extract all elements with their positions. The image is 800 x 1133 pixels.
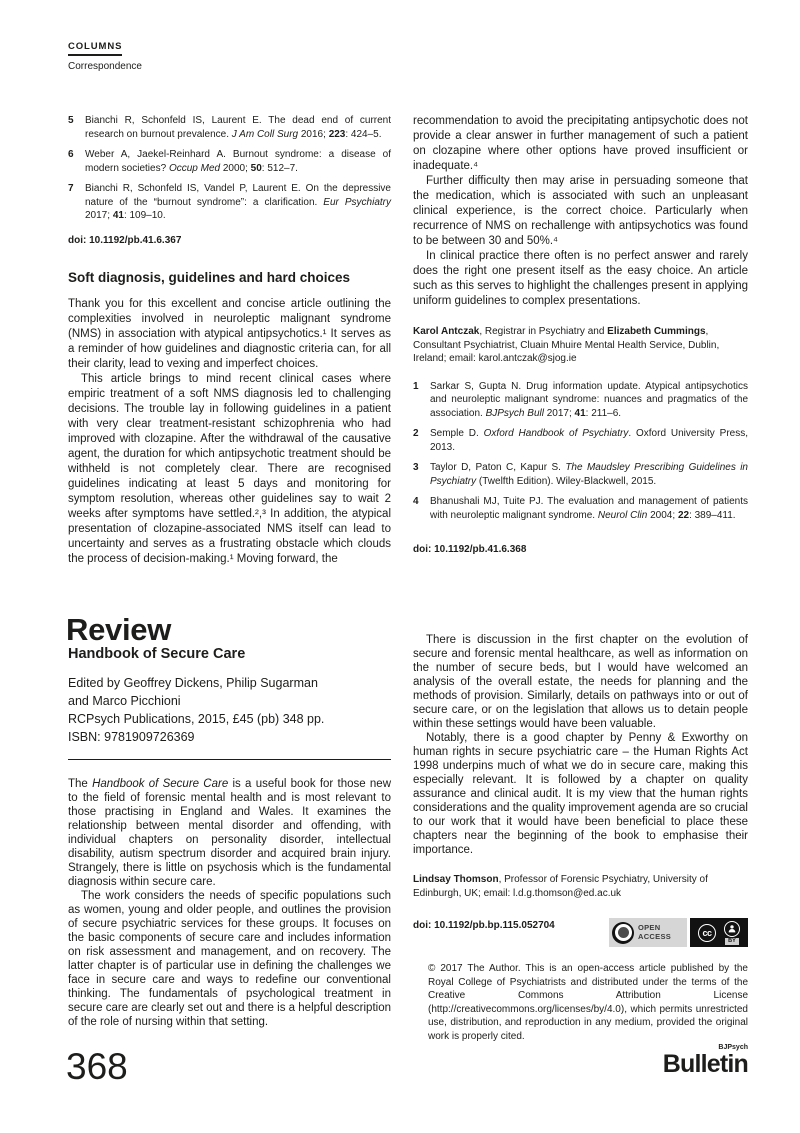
journal-logo-small: BJPsych (718, 1044, 748, 1051)
doi-label: doi: 10.1192/pb.41.6.368 (413, 544, 527, 555)
reference-item (413, 427, 748, 454)
reference-number: 5 (68, 115, 74, 126)
correspondence-left-column (68, 114, 391, 567)
doi-label: doi: 10.1192/pb.bp.115.052704 (413, 920, 555, 931)
reference-item (413, 495, 748, 522)
review-right-column (413, 633, 748, 1053)
divider (68, 759, 391, 760)
section-label: Correspondence (68, 61, 142, 72)
journal-logo (663, 1044, 748, 1077)
reference-number: 1 (413, 380, 419, 392)
cc-by-badge (690, 918, 748, 947)
reference-item (68, 148, 391, 175)
review-paragraph: Notably, there is a good chapter by Penny & Exworthy on human rights in secure psychiatric care – the Human Rights Act 1998 underpins much of what we do in secure care, making this especially relevant. It is followed by a chapter on quality assurance and clinical audit. It is my view that the human rights considerations and the quality improvement agenda are so crucial to our work that it would have been beneficial to place these chapters near the beginning of the book to emphasise their importance. (413, 732, 748, 856)
reference-item (413, 380, 748, 421)
book-isbn: ISBN: 9781909726369 (68, 730, 195, 744)
reviewer-signature: Lindsay Thomson, Professor of Forensic Psychiatry, University of Edinburgh, UK; email: l.d.g.thomson@ed.ac.uk (413, 874, 708, 899)
reference-text: Weber A, Jaekel-Reinhard A. Burnout syndrome: a disease of modern societies? Occup Med 2000; 50: 512–7. (85, 149, 391, 174)
reference-text: Semple D. Oxford Handbook of Psychiatry. Oxford University Press, 2013. (430, 428, 748, 453)
by-label: BY (725, 938, 739, 945)
reference-text: Bianchi R, Schonfeld IS, Vandel P, Laurent E. On the depressive nature of the “burnout syndrome”: a clarification. Eur Psychiatry 2017; 41: 109–10. (85, 183, 391, 221)
book-editors: and Marco Picchioni (68, 694, 181, 708)
column-kicker: COLUMNS (68, 41, 122, 56)
letter-paragraph: Thank you for this excellent and concise article outlining the complexities involved in neuroleptic malignant syndrome (NMS) in association with atypical antipsychotics.¹ It serves as a reminder of how guidelines and diagnostic criteria can, for all their clarity, lead to vexing and imperfect choices. (68, 297, 391, 370)
license-badges (609, 918, 748, 947)
reference-item (68, 114, 391, 141)
creative-commons-icon: cc (698, 924, 716, 942)
letter-paragraph: recommendation to avoid the precipitating antipsychotic does not provide a clear answer in further management of such a patient on clozapine where other options have proved insufficient or inadequate.⁴ (413, 115, 748, 172)
reference-text: Bhanushali MJ, Tuite PJ. The evaluation and management of patients with neuroleptic malignant syndrome. Neurol Clin 2004; 22: 389–411. (430, 496, 748, 521)
letter-paragraph: This article brings to mind recent clinical cases where empiric treatment of a soft NMS diagnosis led to challenging decisions. The trouble lay in following guidelines in a patient with very clear treatment-resistant schizophrenia who had improved with clozapine. After the withdrawal of the causative agent, the duration for which antipsychotic treatment should be withheld is not completely clear. There are recognised guidelines indicating at least 5 days and monitoring for symptom resolution, whereas other guidelines say to wait 2 weeks after symptoms have settled.²,³ In addition, the atypical presentation of clozapine-associated NMS itself can lead to uncertainty and serves as a frustrating obstacle which clouds the process of decision-making.¹ Moving forward, the (68, 372, 391, 565)
book-publisher: RCPsych Publications, 2015, £45 (pb) 348 pp. (68, 712, 325, 726)
letter-title: Soft diagnosis, guidelines and hard choices (68, 269, 351, 285)
review-paragraph: The work considers the needs of specific populations such as women, young and older people, and outlines the provision of secure psychiatric services for these groups. It focuses on the basic components of secure care and includes information on risk assessment and management, and on recovery. The latter chapter is of particular use in defining the challenges we face in secure care and ways to redefine our conventional thinking. The fundamentals of psychological treatment in secure care are clearly set out and there is a helpful description of the role of nursing within that setting. (68, 890, 391, 1028)
reference-item (68, 182, 391, 223)
reference-text: Sarkar S, Gupta N. Drug information update. Atypical antipsychotics and neuroleptic malignant syndrome: nuances and pragmatics of the association. BJPsych Bull 2017; 41: 211–6. (430, 380, 748, 419)
letter-paragraph: Further difficulty then may arise in persuading someone that the medication, which is associated with such an unpleasant clinical experience, is the correct choice. Particularly when recurrence of NMS on rechallenge with antipsychotics was found to be between 30 and 50%.⁴ (413, 175, 748, 247)
page-number: 368 (66, 1046, 128, 1087)
reference-item (413, 461, 748, 488)
review-paragraph: There is discussion in the first chapter on the evolution of secure and forensic mental healthcare, as well as information on the number of secure beds, but I would have welcomed an analysis of the overall estate, the needs for planning and the methods of provision. Similarly, details on pathways into or out of secure care, or on the legislation that allows us to detain people within these settings would have been valuable. (413, 634, 748, 730)
open-access-label: OPEN ACCESS (638, 923, 672, 941)
journal-logo-large: Bulletin (662, 1050, 748, 1078)
reference-text: Bianchi R, Schonfeld IS, Laurent E. The dead end of current research on burnout prevalence. J Am Coll Surg 2016; 223: 424–5. (85, 115, 391, 140)
doi-and-badges-row (413, 918, 748, 947)
reference-number: 3 (413, 462, 419, 473)
reference-number: 6 (68, 149, 74, 160)
masthead (68, 36, 142, 72)
reference-text: Taylor D, Paton C, Kapur S. The Maudsley Prescribing Guidelines in Psychiatry (Twelfth Edition). Wiley-Blackwell, 2015. (430, 462, 748, 487)
correspondence-right-column (413, 114, 748, 555)
open-access-icon (612, 922, 634, 944)
book-title: Handbook of Secure Care (68, 646, 246, 662)
author-signature: Karol Antczak, Registrar in Psychiatry and Elizabeth Cummings, Consultant Psychiatrist, Cluain Mhuire Mental Health Service, Dublin, Ireland; email: karol.antczak@sjog.ie (413, 326, 720, 364)
review-paragraph: The Handbook of Secure Care is a useful book for those new to the field of forensic mental health and is most relevant to those practising in England and Wales. It examines the relationship between mental disorder and offending, with individual chapters on personality disorder, intellectual disability, autism spectrum disorder and acquired brain injury. Strangely, there is little on psychosis which is the fundamental diagnosis within secure care. (68, 778, 392, 888)
copyright-notice: © 2017 The Author. This is an open-access article published by the Royal College of Psychiatrists and distributed under the terms of the Creative Commons Attribution License (http://creativecommons.org/licenses/by/4.0), which permits unrestricted use, distribution, and reproduction in any medium, provided the original work is properly cited. (428, 963, 748, 1042)
reference-number: 2 (413, 428, 419, 439)
review-section-heading: Review (66, 611, 172, 647)
doi-label: doi: 10.1192/pb.41.6.367 (68, 234, 182, 246)
open-access-badge (609, 918, 687, 947)
letter-paragraph: In clinical practice there often is no perfect answer and rarely does the right one present itself as the easy choice. An article such as this serves to highlight the challenges present in applying uniform guidelines to complex presentations. (413, 250, 748, 307)
attribution-person-icon (724, 921, 740, 937)
reference-number: 7 (68, 183, 74, 194)
review-left-column (68, 646, 391, 1029)
reference-number: 4 (413, 496, 419, 507)
book-editors: Edited by Geoffrey Dickens, Philip Sugarman (68, 676, 318, 690)
